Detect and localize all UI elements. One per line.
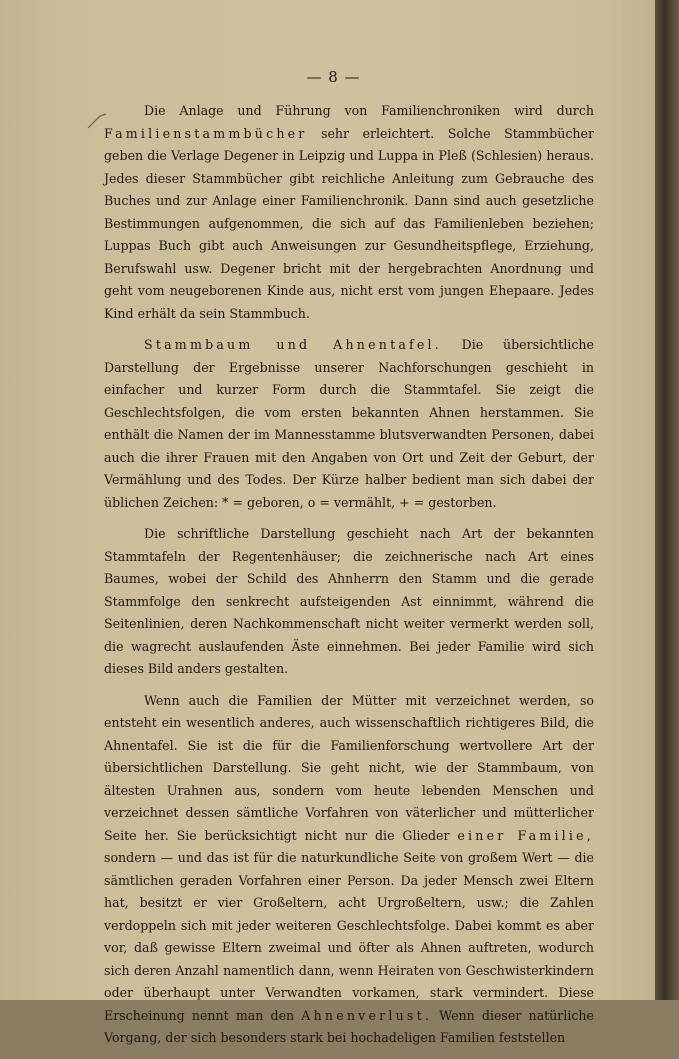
page-number: — 8 — [306, 68, 361, 86]
paragraph-4 [104, 690, 594, 1050]
paragraph-2-text: Die übersichtliche Darstellung der Ergebnisse unserer Nachforschungen geschieht in einfacher und kurzer Form durch die Stammtafel. Sie zeigt die Geschlechtsfolgen, die vom ersten bekannten Ahnen herstammen. Sie enthält die Namen der im Mannesstamme blutsverwandten Personen, dabei auch die ihrer Frauen mit den Angaben von Ort und Zeit der Geburt, der Vermählung und des Todes. Der Kürze halber bedient man sich dabei der üblichen Zeichen: * = geboren, o = vermählt, + = gestorben. [104, 337, 594, 510]
paragraph-1-text-b: sehr erleichtert. Solche Stammbücher geben die Verlage Degener in Leipzig und Luppa in Pleß (Schlesien) heraus. Jedes dieser Stammbücher gibt reichliche Anleitung zum Gebrauche des Buches und zur Anlage einer Familienchronik. Dann sind auch gesetzliche Bestimmungen aufgenommen, die sich auf das Familienleben beziehen; Luppas Buch gibt auch Anweisungen zur Gesundheitspflege, Erziehung, Berufswahl usw. Degener bricht mit der hergebrachten Anordnung und geht vom neugeborenen Kinde aus, nicht erst vom jungen Ehepaare. Jedes Kind erhält da sein Stammbuch. [104, 125, 594, 321]
body-text [104, 100, 594, 1059]
paragraph-2 [104, 334, 594, 514]
paragraph-3 [104, 523, 594, 681]
paragraph-1 [104, 100, 594, 325]
paragraph-4-text-a: Wenn auch die Familien der Mütter mit verzeichnet werden, so entsteht ein wesentlich anderes, auch wissenschaftlich richtigeres Bild, die Ahnentafel. Sie ist die für die Familienforschung wertvollere Art der übersichtlichen Darstellung. Sie geht nicht, wie der Stammbaum, von ältesten Urahnen aus, sondern vom heute lebenden Menschen und verzeichnet dessen sämtliche Vorfahren von väterlicher und mütterlicher Seite her. Sie berücksichtigt nicht nur die Glieder [104, 692, 594, 843]
paragraph-4-emphasis: einer Familie, [457, 827, 594, 843]
paragraph-1-emphasis: Familienstammbücher [104, 125, 308, 141]
paragraph-3-text: Die schriftliche Darstellung geschieht nach Art der bekannten Stammtafeln der Regentenhäuser; die zeichnerische nach Art eines Baumes, wobei der Schild des Ahnherrn den Stamm und die gerade Stammfolge den senkrecht aufsteigenden Ast einnimmt, während die Seitenlinien, deren Nachkommenschaft nicht weiter vermerkt werden soll, die wagrecht auslaufenden Äste einnehmen. Bei jeder Familie wird sich dieses Bild anders gestalten. [104, 526, 594, 676]
paragraph-4-emphasis-ahnenverlust: Ahnenverlust. [301, 1007, 433, 1023]
paragraph-1-text-a: Die Anlage und Führung von Familienchroniken wird durch [144, 103, 594, 118]
paragraph-4-text-c: Wenn dieser natürliche Vorgang, der sich besonders stark bei hochadeligen Familien feststellen [104, 1007, 594, 1045]
book-gutter [655, 0, 679, 1000]
section-heading-stammbaum: Stammbaum und Ahnentafel. [144, 337, 442, 352]
paragraph-4-text-b: sondern — und das ist für die naturkundliche Seite von großem Wert — die sämtlichen geraden Vorfahren einer Person. Da jeder Mensch zwei Eltern hat, besitzt er vier Großeltern, acht Urgroßeltern, usw.; die Zahlen verdoppeln sich mit jeder weiteren Geschlechtsfolge. Dabei kommt es aber vor, daß gewisse Eltern zweimal und öfter als Ahnen auftreten, wodurch sich deren Anzahl namentlich dann, wenn Heiraten von Geschwisterkindern oder überhaupt unter Verwandten vorkamen, stark vermindert. Diese Erscheinung nennt man den [104, 850, 594, 1023]
